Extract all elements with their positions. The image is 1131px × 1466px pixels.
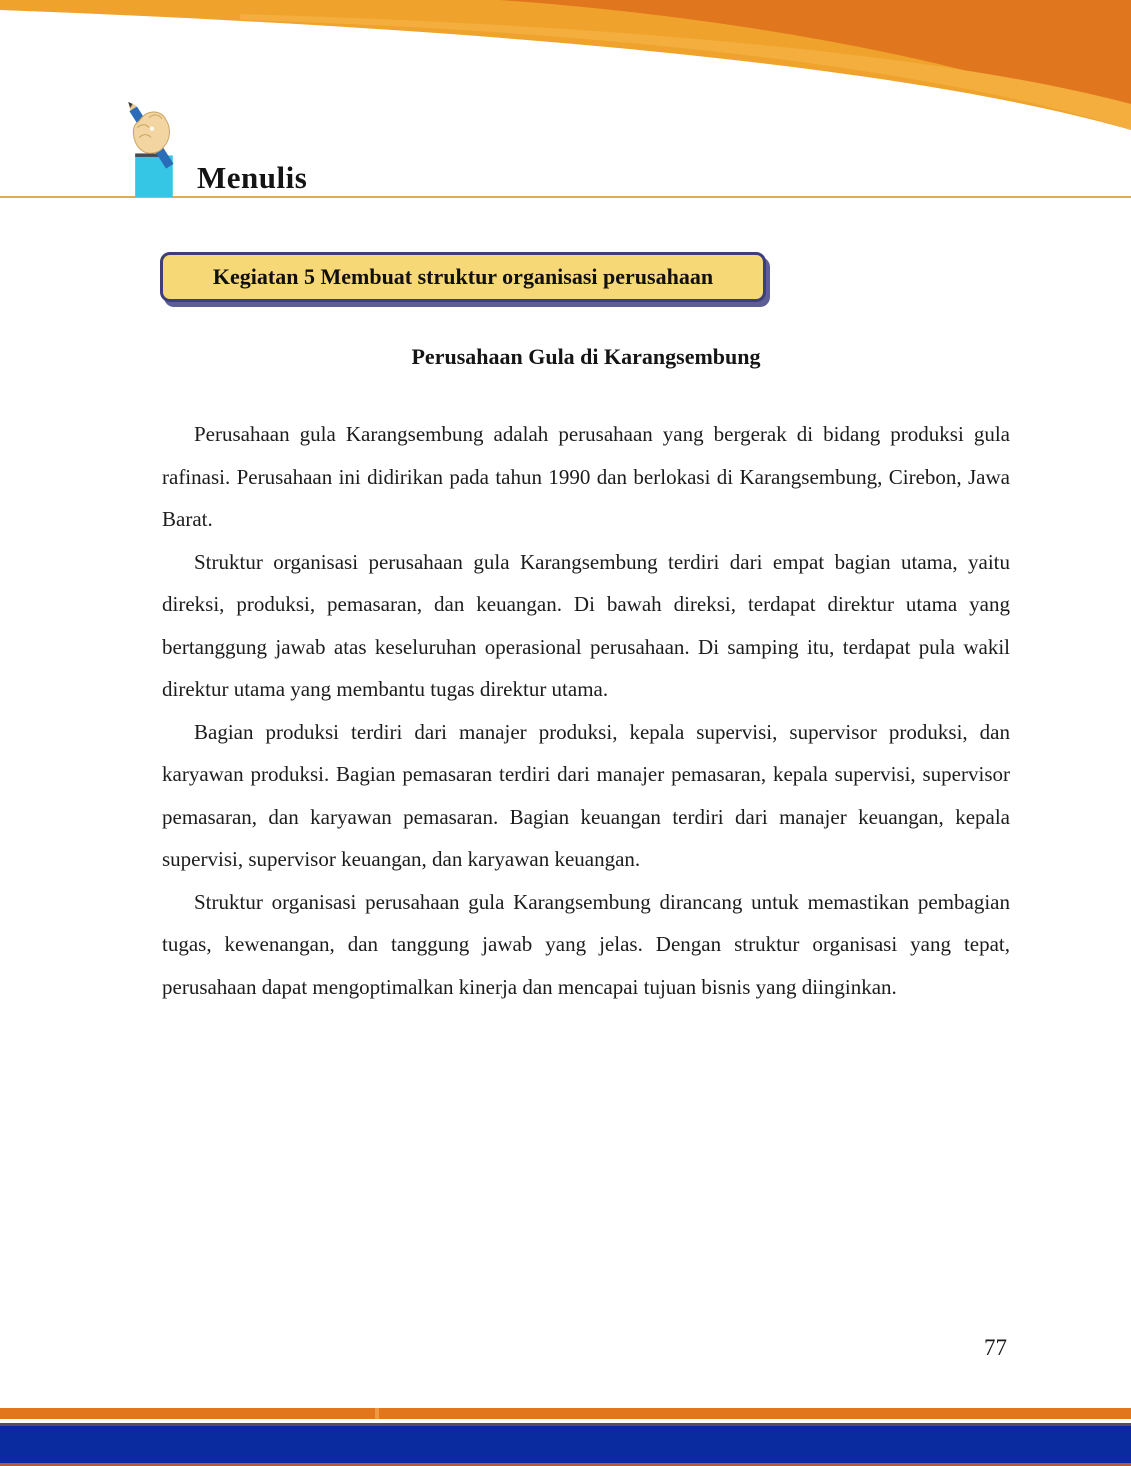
article-title: Perusahaan Gula di Karangsembung [411,344,761,369]
writing-hand-pencil-icon [119,96,183,197]
article-body [162,413,1010,1008]
footer-orange-bar [0,1408,1131,1419]
page-number: 77 [984,1335,1007,1360]
footer-navy-bar [0,1426,1131,1463]
footer-orange-bar-divider [375,1408,379,1419]
article-paragraph: Struktur organisasi perusahaan gula Karangsembung terdiri dari empat bagian utama, yaitu direksi, produksi, pemasaran, dan keuangan. Di bawah direksi, terdapat direktur utama yang bertanggung jawab atas keseluruhan operasional perusahaan. Di samping itu, terdapat pula wakil direktur utama yang membantu tugas direktur utama. [162,549,1010,701]
activity-title-label: Kegiatan 5 Membuat struktur organisasi perusahaan [212,264,714,289]
activity-title-box [160,252,766,302]
article-paragraph: Struktur organisasi perusahaan gula Karangsembung dirancang untuk memastikan pembagian tugas, kewenangan, dan tanggung jawab yang jelas. Dengan struktur organisasi yang tepat, perusahaan dapat mengoptimalkan kinerja dan mencapai tujuan bisnis yang diinginkan. [162,889,1010,999]
section-heading: Menulis [197,160,308,195]
article-paragraph: Bagian produksi terdiri dari manajer produksi, kepala supervisi, supervisor produksi, dan karyawan produksi. Bagian pemasaran terdiri dari manajer pemasaran, kepala supervisi, supervisor pemasaran, dan karyawan pemasaran. Bagian keuangan terdiri dari manajer keuangan, kepala supervisi, supervisor keuangan, dan karyawan keuangan. [162,719,1010,871]
article-paragraph: Perusahaan gula Karangsembung adalah perusahaan yang bergerak di bidang produksi gula rafinasi. Perusahaan ini didirikan pada tahun 1990 dan berlokasi di Karangsembung, Cirebon, Jawa Barat. [162,422,1010,531]
